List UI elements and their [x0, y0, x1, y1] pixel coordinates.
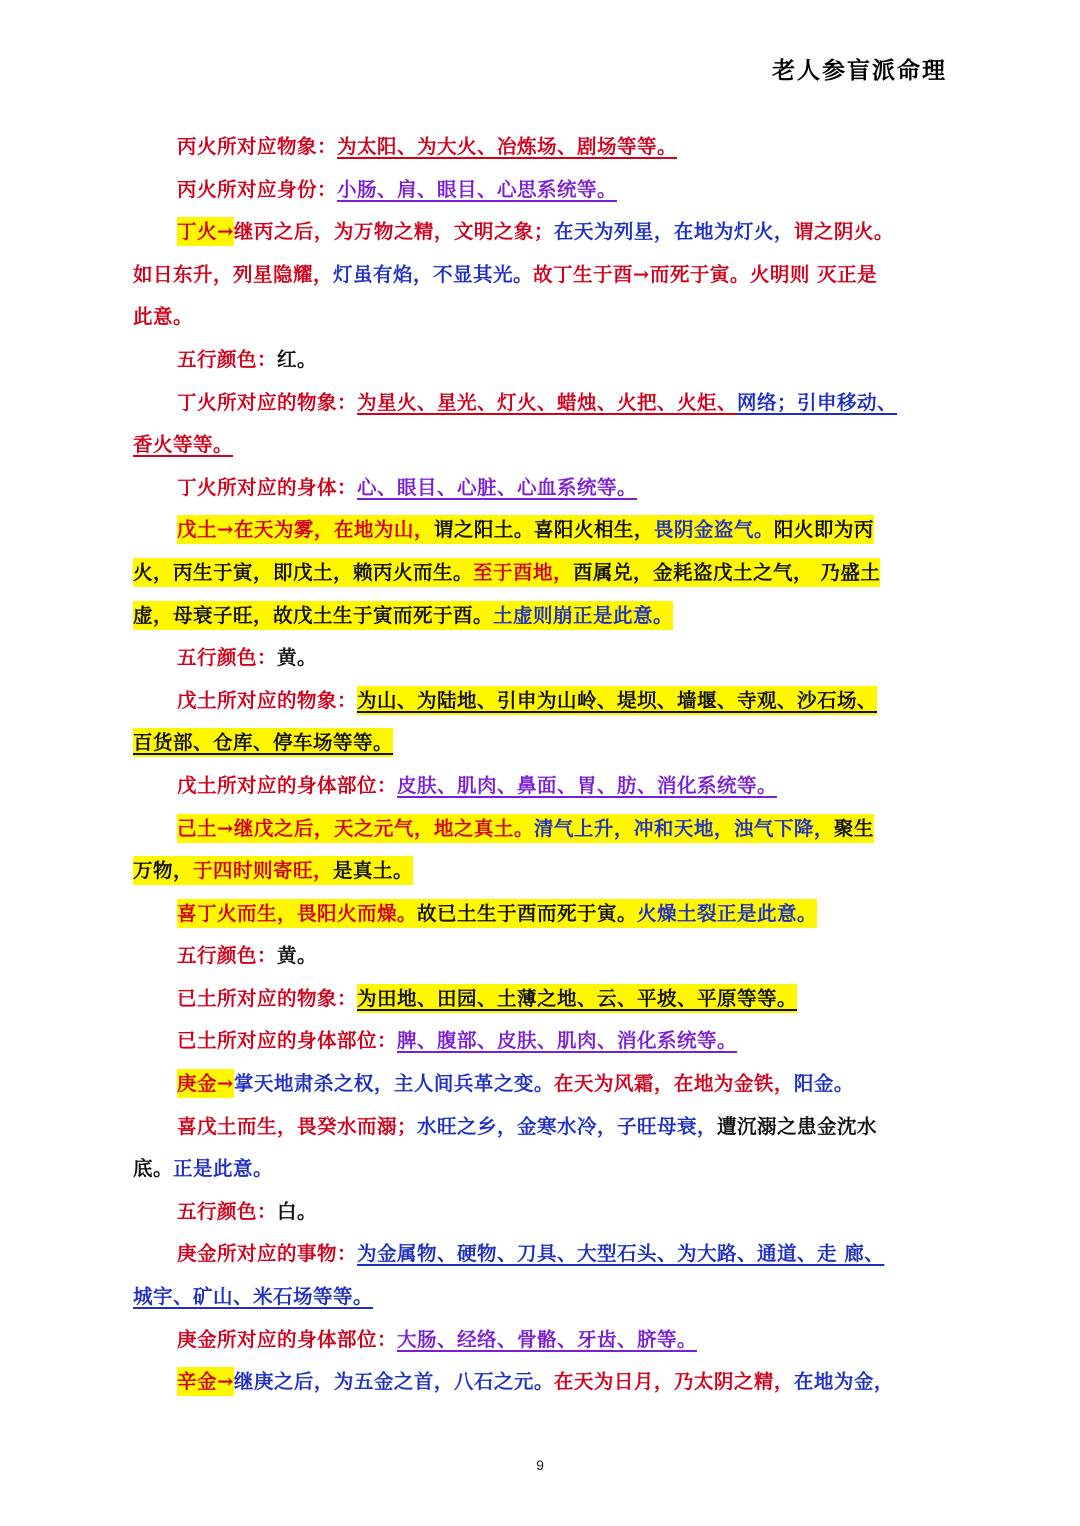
- text-segment: 清气上升，冲和天地，浊气下降，: [534, 814, 834, 843]
- text-segment: 至于酉地，: [473, 558, 573, 587]
- text-segment: 为太阳、为大火、冶炼场、剧场等等。: [337, 135, 678, 158]
- text-segment: 戊土→在天为雾，在地为山，: [177, 515, 434, 544]
- text-segment: 为星火、星光、灯火、蜡烛、火把、火炬、: [357, 390, 738, 414]
- text-segment: 聚生: [834, 814, 874, 843]
- text-segment: 大肠、经络、骨骼、牙齿、脐等。: [397, 1327, 698, 1351]
- text-segment: 已土所对应的物象：: [177, 986, 358, 1010]
- text-segment: 百货部、仓库、停车场等等。: [133, 728, 393, 757]
- text-line: [133, 552, 950, 595]
- text-segment: 继庚之后，为五金之首，八石之元。: [233, 1370, 554, 1394]
- text-segment: 己土→继戊之后，天之元气，地之真土。: [177, 814, 534, 843]
- text-segment: 在地为金，: [793, 1370, 894, 1394]
- text-segment: 如日东升，列星隐耀，: [133, 262, 334, 286]
- text-line: [133, 254, 950, 297]
- document-body: [133, 126, 950, 1404]
- text-line: [133, 424, 950, 467]
- text-line: [133, 935, 950, 978]
- text-segment: 丙火所对应物象：: [177, 135, 338, 158]
- text-segment: 庚金所对应的身体部位：: [177, 1327, 398, 1351]
- text-line: [133, 850, 950, 893]
- text-segment: 故已土生于酉而死于寅。: [417, 899, 637, 928]
- text-line: [133, 722, 950, 765]
- text-segment: 万物，: [133, 856, 193, 885]
- text-segment: 网络；引申移动、: [737, 390, 898, 414]
- document-header-title: 老人参盲派命理: [772, 57, 947, 84]
- text-segment: 底。: [133, 1157, 174, 1181]
- text-segment: 小肠、肩、眼目、心思系统等。: [337, 177, 618, 201]
- text-segment: 皮肤、肌肉、鼻面、胃、肪、消化系统等。: [397, 773, 778, 797]
- text-segment: 丁火所对应的物象：: [177, 390, 358, 414]
- text-segment: 酉属兑，金耗盗戊土之气， 乃盛土: [573, 558, 880, 587]
- text-segment: 畏阴金盗气。: [654, 515, 774, 544]
- text-line: [133, 126, 950, 169]
- text-line: [133, 637, 950, 680]
- text-segment: 五行颜色：: [177, 1199, 278, 1223]
- text-segment: 黄。: [277, 646, 318, 670]
- text-segment: 丁火→: [177, 217, 234, 246]
- text-segment: 此意。: [133, 305, 194, 329]
- text-segment: 心、眼目、心脏、心血系统等。: [357, 475, 638, 499]
- text-line: [133, 765, 950, 808]
- text-segment: 虚，母衰子旺，故戊土生于寅而死于酉。: [133, 601, 493, 630]
- text-segment: 红。: [277, 347, 318, 371]
- text-segment: 正是此意。: [173, 1157, 274, 1181]
- text-segment: 脾、腹部、皮肤、肌肉、消化系统等。: [397, 1029, 738, 1053]
- text-line: [133, 1063, 950, 1106]
- text-segment: 水旺之乡，金寒水冷，子旺母衰，: [417, 1114, 718, 1138]
- text-segment: 戊土所对应的物象：: [177, 688, 358, 712]
- text-segment: 喜丁火而生，畏阳火而燥。: [177, 899, 417, 928]
- text-line: [133, 680, 950, 723]
- text-line: [133, 1319, 950, 1362]
- text-segment: 香火等等。: [133, 433, 234, 457]
- text-segment: 黄。: [277, 944, 318, 968]
- text-line: [133, 339, 950, 382]
- text-segment: 土虚则崩正是此意。: [493, 601, 673, 630]
- text-segment: 遭沉溺之患金沈水: [717, 1114, 878, 1138]
- text-line: [133, 893, 950, 936]
- text-segment: 辛金→: [177, 1367, 234, 1396]
- text-segment: 阳火即为丙: [774, 515, 874, 544]
- text-segment: 在天为风霜，在地为金铁，: [553, 1072, 794, 1096]
- text-segment: 庚金所对应的事物：: [177, 1242, 358, 1266]
- text-line: [133, 211, 950, 254]
- text-line: [133, 808, 950, 851]
- text-segment: 于四时则寄旺，: [193, 856, 333, 885]
- text-segment: 谓之阳土。喜阳火相生，: [434, 515, 654, 544]
- text-segment: 丁火所对应的身体：: [177, 475, 358, 499]
- text-line: [133, 1148, 950, 1191]
- text-segment: 戊土所对应的身体部位：: [177, 773, 398, 797]
- text-segment: 城宇、矿山、米石场等等。: [133, 1285, 374, 1309]
- text-line: [133, 1020, 950, 1063]
- text-line: [133, 1106, 950, 1149]
- text-line: [133, 1191, 950, 1234]
- text-line: [133, 1276, 950, 1319]
- text-line: [133, 1361, 950, 1404]
- text-segment: 火，丙生于寅，即戊土，赖丙火而生。: [133, 558, 473, 587]
- text-segment: 喜戊土而生，畏癸水而溺；: [177, 1114, 418, 1138]
- page-number: 9: [536, 1457, 544, 1473]
- text-segment: 已土所对应的身体部位：: [177, 1029, 398, 1053]
- text-segment: 在天为日月，乃太阴之精，: [553, 1370, 794, 1394]
- text-line: [133, 382, 950, 425]
- text-segment: 掌天地肃杀之权，主人间兵革之变。: [233, 1072, 554, 1096]
- text-segment: 五行颜色：: [177, 646, 278, 670]
- text-line: [133, 509, 950, 552]
- text-segment: 为金属物、硬物、刀具、大型石头、为大路、通道、走 廊、: [357, 1242, 885, 1266]
- text-segment: 白。: [277, 1199, 318, 1223]
- text-line: [133, 296, 950, 339]
- text-segment: 阳金。: [793, 1072, 854, 1096]
- text-segment: 故丁生于酉→而死于寅。火明则 灭正是: [533, 262, 878, 286]
- text-segment: 庚金→: [177, 1069, 234, 1098]
- text-line: [133, 1233, 950, 1276]
- text-segment: 火燥土裂正是此意。: [637, 899, 817, 928]
- text-segment: 在天为列星，在地为灯火，: [553, 220, 794, 244]
- text-line: [133, 467, 950, 510]
- text-segment: 继丙之后，为万物之精，文明之象；: [233, 220, 554, 244]
- text-segment: 五行颜色：: [177, 347, 278, 371]
- text-line: [133, 595, 950, 638]
- text-segment: 是真土。: [333, 856, 413, 885]
- text-segment: 灯虽有焰，不显其光。: [333, 262, 534, 286]
- text-segment: 为山、为陆地、引申为山岭、堤坝、墙堰、寺观、沙石场、: [357, 686, 877, 715]
- text-line: [133, 169, 950, 212]
- text-segment: 为田地、田园、土薄之地、云、平坡、平原等等。: [357, 984, 797, 1013]
- text-segment: 丙火所对应身份：: [177, 177, 338, 201]
- text-line: [133, 978, 950, 1021]
- text-segment: 谓之阴火。: [793, 220, 894, 244]
- text-segment: 五行颜色：: [177, 944, 278, 968]
